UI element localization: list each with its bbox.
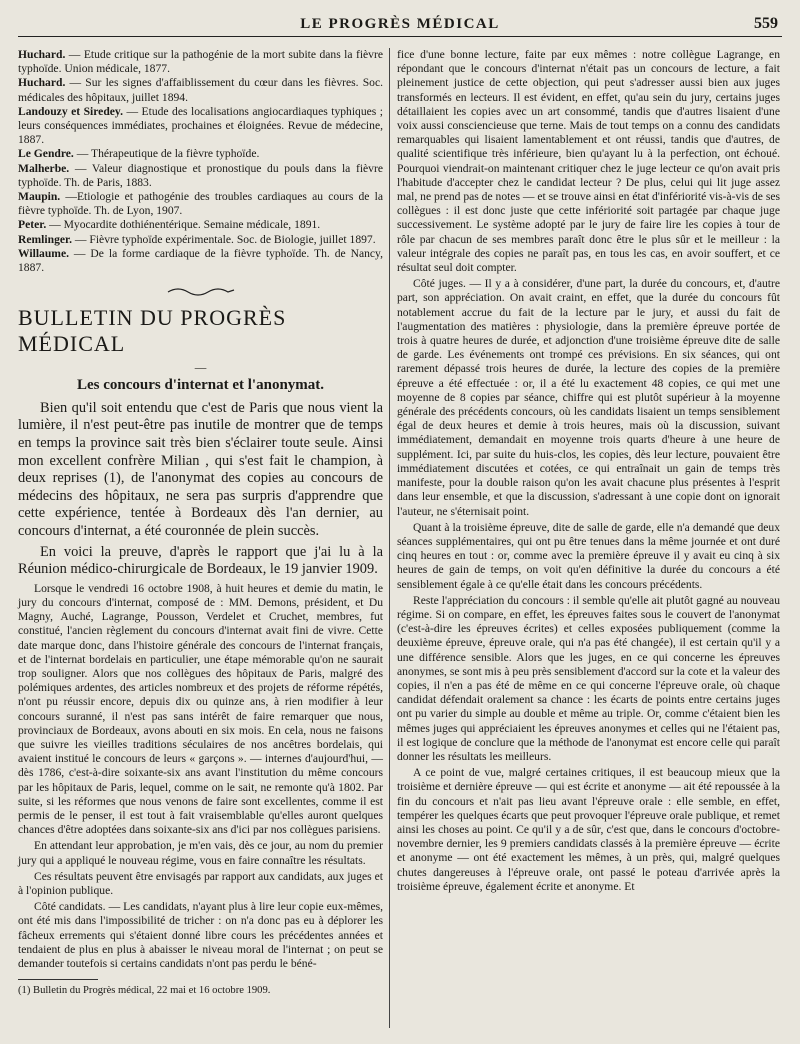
page-number: 559 [754, 15, 778, 32]
body-paragraph: Côté candidats. — Les candidats, n'ayant plus à lire leur copie eux-mêmes, ont été mis dans l'impossibilité de tricher : on n'a donc pas eu à déplorer les fâcheux errements qui s'étaient donné libre cours les précédentes années et tendaient de plus en plus à abaisser le niveau moral de l'internat ; on peut se demander toutefois si certains candidats n'ont pas perdu le béné- [18, 900, 383, 971]
lead-paragraph: Bien qu'il soit entendu que c'est de Paris que nous vient la lumière, il n'est peut-être pas inutile de montrer que de temps en temps la province sait très bien s'éclairer toute seule. Ainsi mon excellent confrère Milian , qui s'est fait le champion, à deux reprises (1), de l'anonymat des copies au concours de médecins des hôpitaux, ne sera pas surpris d'apprendre que cette expérience, tentée à Bordeaux dès l'an dernier, au concours d'internat, a été couronnée de plein succès. [18, 399, 383, 540]
reference-item: Huchard. — Etude critique sur la pathogénie de la mort subite dans la fièvre typhoïde. Union médicale, 1877. [18, 48, 383, 76]
reference-item: Huchard. — Sur les signes d'affaiblissement du cœur dans les fièvres. Soc. médicales des hôpitaux, juillet 1894. [18, 76, 383, 104]
body-paragraph: Reste l'appréciation du concours : il semble qu'elle ait plutôt gagné au nouveau régime. Si on compare, en effet, les épreuves faites sous le couvert de l'anonymat (c'est-à-dire les épreuves écrites) et celles exposées publiquement (comme la deuxième épreuve, épreuve orale, qui n'a pas été changée), il est certain qu'il y a une différence sensible. Alors que les juges, en ce qui concerne les épreuves anonymes, se sont mis à peu près sensiblement d'accord sur la cote et la valeur des copies, il n'en a pas été de même en ce qui concerne l'épreuve orale, où chaque candidat défendait oralement sa chance : les écarts de points entre certains juges ont pu varier du simple au double et même au triple. Or, comme c'étaient bien les mêmes juges qui appréciaient les épreuves anonymes et celles qui ne l'étaient pas, il est logique de conclure que la méthode de l'anonymat est encore celle qui paraît donner les résultats les meilleurs. [397, 593, 780, 763]
lead-paragraph: En voici la preuve, d'après le rapport que j'ai lu à la Réunion médico-chirurgicale de Bordeaux, le 19 janvier 1909. [18, 543, 383, 578]
body-paragraph: Côté juges. — Il y a à considérer, d'une part, la durée du concours, et, d'autre part, son appréciation. On avait craint, en effet, que la durée du concours fût notablement accrue du fait de la lecture par le jury, et aussi du fait de l'augmentation des matières : physiologie, dans la première épreuve portée de trois à quatre heures de durée, et adjonction d'une troisième épreuve dite de salle de garde. Les événements ont trompé ces prévisions. En six séances, qui ont rarement dépassé trois heures de durée, la lecture des copies de la première épreuve a été effectuée : or, il a été lu exactement 48 copies, ce qui met une moyenne de 8 copies par séance, chiffre qui est plutôt supérieur à la moyenne générale des précédents concours, où les candidats lisaient un temps sensiblement égal de deux heures et demie à trois heures, mais où la discussion, suivant immédiatement, demandait en moyenne trois quarts d'heure à une heure de supplément. Ici, par suite du huis-clos, les copies, dès leur lecture, pouvaient être immédiatement discutées et cotées, ce qui entraînait un gain de temps très manifeste, pour la double raison qu'on les avait chacune plus présentes à l'esprit dans leur ensemble, et que la discussion, s'adressant à une copie dont on ignorait l'auteur, ne s'éternisait point. [397, 277, 780, 518]
reference-item: Landouzy et Siredey. — Etude des localisations angiocardiaques typhiques ; leurs conséquences immédiates, prochaines et éloignées. Revue de médecine, 1887. [18, 104, 383, 147]
body-paragraph: fice d'une bonne lecture, faite par eux mêmes : notre collègue Lagrange, en répondant que le concours d'internat n'était pas un concours de lecture, a fait pleinement justice de cette objection, qui peut s'adresser aussi bien aux juges transformés en lecteurs. Il est évident, en effet, qu'au sein du jury, certains juges détaillaient les copies avec un art consommé, tandis que d'autres lisaient d'une voix aussi consciencieuse que terne. Mais de tout temps on a connu des candidats remarquables qui lisaient lamentablement et ont réussi, tandis que d'autres, de qualité scientifique très inférieure, bien qu'ayant lu à la perfection, ont échoué. Pourquoi viendrait-on maintenant critiquer chez le juge lecteur ce qu'on avait pris l'habitude d'accepter chez le candidat lecteur ? De plus, celui qui lit juge assez mal, ne prend pas de notes — et se trouve ainsi en état d'infériorité vis-à-vis de ses collègues : il est donc juste que cette infériorité soit partagée par chaque juge successivement. Le système adopté par le jury de faire lire les copies à tour de rôle par chacun de ses membres paraît donc être le plus sûr et le meilleur : la valeur intégrale des copies ne paraît pas, en tous les cas, en avoir souffert, et ce résultat seul doit compter. [397, 48, 780, 275]
article-title: Les concours d'internat et l'anonymat. [76, 376, 325, 393]
reference-item: Willaume. — De la forme cardiaque de la fièvre typhoïde. Th. de Nancy, 1887. [18, 246, 383, 275]
reference-item: Remlinger. — Fièvre typhoïde expérimentale. Soc. de Biologie, juillet 1897. [18, 232, 376, 246]
left-column [18, 48, 383, 997]
reference-item: Peter. — Myocardite dothiénentérique. Semaine médicale, 1891. [18, 218, 321, 232]
heading-rule: — [194, 361, 207, 375]
reference-list [18, 48, 383, 275]
journal-title: LE PROGRÈS MÉDICAL [300, 16, 500, 32]
body-paragraph: Quant à la troisième épreuve, dite de salle de garde, elle n'a demandé que deux séances supplémentaires, qui ont pu être tenues dans la même journée et ont duré cinq heures en tout : or, comme avec la première épreuve il y avait eu cinq à six heures de gain de temps, on voit qu'en définitive la durée du concours a été sensiblement égale à ce qu'elle était dans les concours précédents. [397, 520, 780, 591]
body-paragraph: Lorsque le vendredi 16 octobre 1908, à huit heures et demie du matin, le jury du concours d'internat, composé de : MM. Demons, président, et Du Magny, Auché, Lagrange, Pousson, Verdelet et Cruchet, membres, fut constitué, l'ancien règlement du concours d'internat avait fini de vivre. Cette date marque donc, dans l'histoire générale des concours de l'internat français, et de l'internat bordelais en particulier, une étape mémorable qu'on ne saurait trop souligner. Alors que nos collègues des hôpitaux de Paris, malgré des polémiques ardentes, des articles nombreux et des projets de réforme répétés, n'ont pu réussir encore, depuis dix ou quinze ans, à rien modifier à leur concours suranné, il n'est pas sans intérêt de faire remarquer que nous, provinciaux de Bordeaux, avons abouti en six mois. En cela, nous ne faisons que suivre les vieilles traditions séculaires de nos ancêtres bordelais, qui avaient institué le concours de leurs « garçons ». — internes d'aujourd'hui, — dès 1786, c'est-à-dire soixante-six ans avant l'institution du même concours par les hôpitaux de Paris, lequel, comme on le sait, ne remonte qu'à 1802. Par suite, si les réformes que nous venons de faire sont excellentes, comme il est permis de le penser, il est tout à fait vraisemblable qu'elles auront quelques chances d'être adoptées dans soixante-six ans d'ici par nos collègues parisiens. [18, 581, 383, 837]
body-paragraph: A ce point de vue, malgré certaines critiques, il est beaucoup mieux que la troisième et dernière épreuve — qui est écrite et anonyme — ait été repoussée à la fin du concours et n'ait pas lieu avant l'épreuve orale : elle semble, en effet, tempérer les quelques écarts que peut provoquer l'épreuve orale publique, et remet ainsi les choses au point. Ce qu'il y a de sûr, c'est que, dans le concours d'octobre-novembre dernier, les 9 premiers candidats classés à la première épreuve — écrite et anonyme — ont été exactement les mêmes, à un près, qui, malgré quelques chutes dangereuses à l'épreuve orale, ont passé le poteau d'arrivée après la troisième épreuve, également écrite et anonyme. Et [397, 766, 780, 893]
body-paragraph: Ces résultats peuvent être envisagés par rapport aux candidats, aux juges et à l'opinion publique. [18, 869, 383, 898]
reference-item: Maupin. —Etiologie et pathogénie des troubles cardiaques au cours de la fièvre typhoïde. Th. de Lyon, 1907. [18, 190, 383, 218]
ornament-divider [18, 285, 383, 299]
reference-item: Malherbe. — Valeur diagnostique et pronostique du pouls dans la fièvre typhoïde. Th. de Paris, 1883. [18, 161, 383, 189]
footnote: (1) Bulletin du Progrès médical, 22 mai et 16 octobre 1909. [18, 985, 271, 997]
running-header [18, 14, 782, 37]
column-divider [389, 48, 390, 1028]
bulletin-heading: BULLETIN DU PROGRÈS MÉDICAL [18, 305, 287, 357]
reference-item: Le Gendre. — Thérapeutique de la fièvre typhoïde. [18, 147, 260, 161]
right-column [397, 48, 780, 896]
body-paragraph: En attendant leur approbation, je m'en vais, dès ce jour, au nom du premier jury qui a appliqué le nouveau régime, vous en faire connaître les résultats. [18, 839, 383, 867]
footnote-rule [18, 979, 98, 980]
